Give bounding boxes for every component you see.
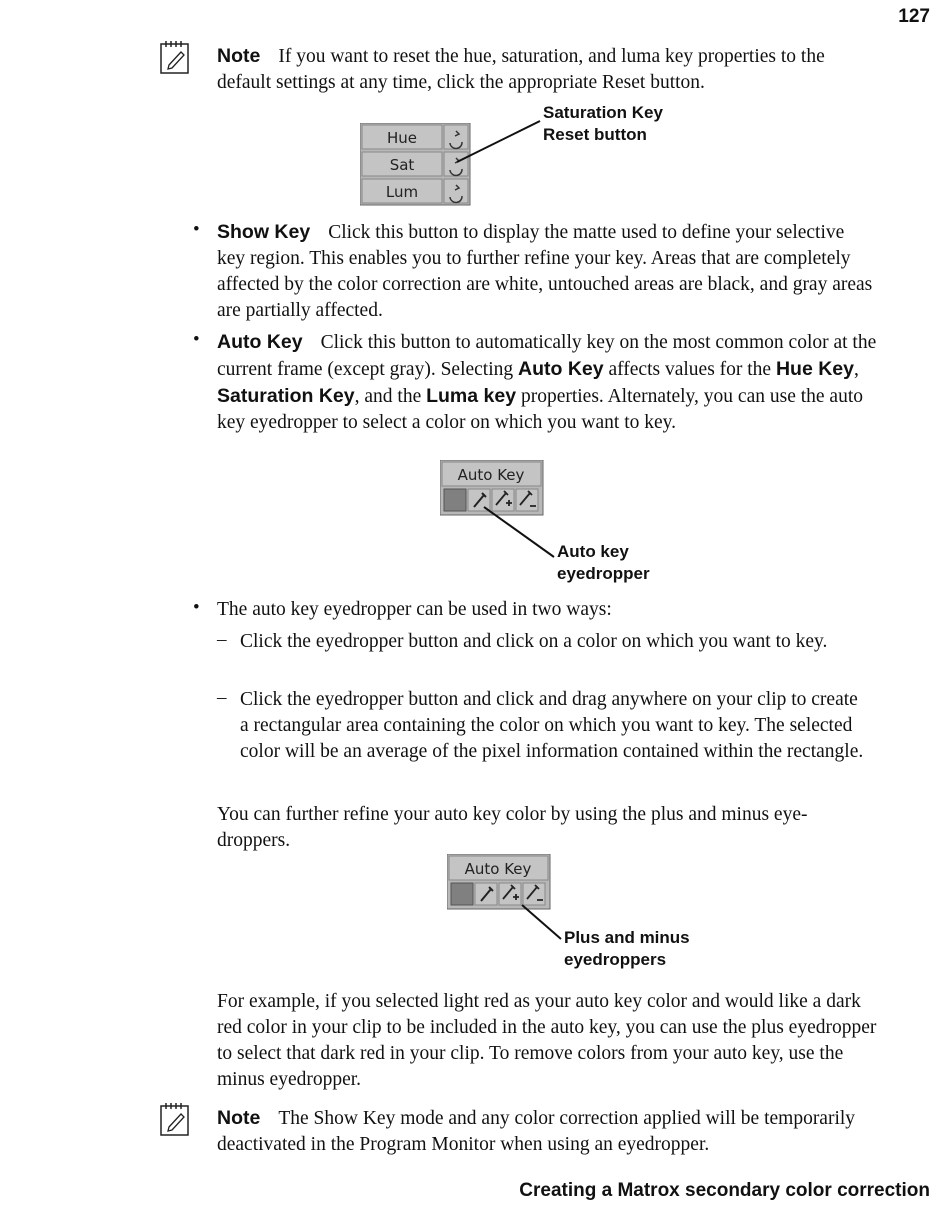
auto-key-color-swatch[interactable] [451, 883, 473, 905]
notepad-pencil-icon [160, 1102, 190, 1136]
show-key-text: Click this button to display the matte used to define your selective key region. This enables you to further refine your key. Areas that are completely affected by the color correction are white, untouched areas are black, and gray areas are partially affected. [217, 222, 873, 321]
note-2-label: Note [217, 1107, 261, 1129]
bullet-marker: • [193, 597, 200, 618]
lum-reset-button[interactable] [444, 179, 468, 203]
reset-row-hue-label: Hue [386, 129, 418, 147]
reset-row-lum-label: Lum [385, 183, 419, 201]
reset-row-sat[interactable] [362, 152, 468, 176]
eyedropper-intro: The auto key eyedropper can be used in two ways: [217, 599, 612, 620]
auto-key-color-swatch[interactable] [444, 489, 466, 511]
callout-line-2: eyedropper [557, 564, 650, 583]
auto-key-text: affects values for the [603, 359, 776, 380]
dash-marker: – [217, 687, 227, 708]
auto-key-paragraph [217, 329, 877, 436]
auto-key-title: Auto Key [217, 331, 303, 353]
notepad-pencil-icon [160, 40, 190, 74]
auto-key-button-label: Auto Key [457, 466, 525, 484]
reset-panel [360, 123, 472, 207]
sat-reset-button[interactable] [444, 152, 468, 176]
term-saturation-key: Saturation Key [217, 385, 355, 407]
page-number: 127 [898, 6, 930, 27]
term-hue-key: Hue Key [775, 358, 854, 380]
note-1-text: If you want to reset the hue, saturation, and luma key properties to the default settings at any time, click the appropriate Reset button. [217, 46, 825, 93]
plus-minus-callout-leader [522, 905, 561, 939]
minus-eyedropper-button[interactable] [516, 489, 538, 511]
plus-eyedropper-button[interactable] [492, 489, 514, 511]
reset-row-sat-label: Sat [389, 156, 415, 174]
note-2 [217, 1105, 879, 1158]
reset-callout [543, 102, 663, 146]
page-footer: Creating a Matrox secondary color correction [519, 1180, 930, 1201]
show-key-title: Show Key [217, 221, 311, 243]
bullet-marker: • [193, 329, 200, 350]
dash-item-2: Click the eyedropper button and click and drag anywhere on your clip to create a rectangular area containing the color on which you want to key. The selected color will be an average of the pixel information contained within the rectangle. [240, 689, 864, 762]
auto-key-panel-1 [440, 460, 544, 516]
plus-eyedropper-button[interactable] [499, 883, 521, 905]
reset-callout-line-1: Saturation Key [543, 103, 663, 122]
show-key-paragraph [217, 219, 877, 324]
auto-key-button-label: Auto Key [464, 860, 532, 878]
reset-row-hue[interactable] [362, 125, 468, 149]
callout-line-1: Plus and minus [564, 928, 690, 947]
auto-key-text: , [854, 359, 859, 380]
callout-line-2: eyedroppers [564, 950, 667, 969]
refine-paragraph: You can further refine your auto key color by using the plus and minus eye-droppers. [217, 804, 808, 851]
dash-item-1: Click the eyedropper button and click on a color on which you want to key. [240, 631, 828, 652]
term-auto-key: Auto Key [518, 358, 604, 380]
minus-eyedropper-button[interactable] [523, 883, 545, 905]
note-1-label: Note [217, 45, 261, 67]
plus-minus-callout [564, 927, 690, 971]
note-2-text: The Show Key mode and any color correction applied will be temporarily deactivated in the Program Monitor when using an eyedropper. [217, 1108, 856, 1155]
hue-reset-button[interactable] [444, 125, 468, 149]
note-1 [217, 43, 877, 96]
callout-line-1: Auto key [557, 542, 629, 561]
term-luma-key: Luma key [426, 385, 517, 407]
reset-row-lum[interactable] [362, 179, 468, 203]
auto-key-text: Click this button to automatically key on the most common color at the current frame (except gray). Selecting [217, 332, 877, 380]
auto-key-eyedropper-callout [557, 541, 650, 585]
reset-callout-line-2: Reset button [543, 125, 647, 144]
dash-marker: – [217, 629, 227, 650]
auto-key-text: properties. Alternately, you can use the auto key eyedropper to select a color on which you want to key. [217, 386, 863, 433]
bullet-marker: • [193, 219, 200, 240]
example-paragraph: For example, if you selected light red as your auto key color and would like a dark red color in your clip to be included in the auto key, you can use the plus eyedropper to select that dark red in your clip. To remove colors from your auto key, use the minus eyedropper. [217, 991, 877, 1090]
auto-key-panel-2 [447, 854, 551, 910]
auto-key-text: , and the [354, 386, 427, 407]
